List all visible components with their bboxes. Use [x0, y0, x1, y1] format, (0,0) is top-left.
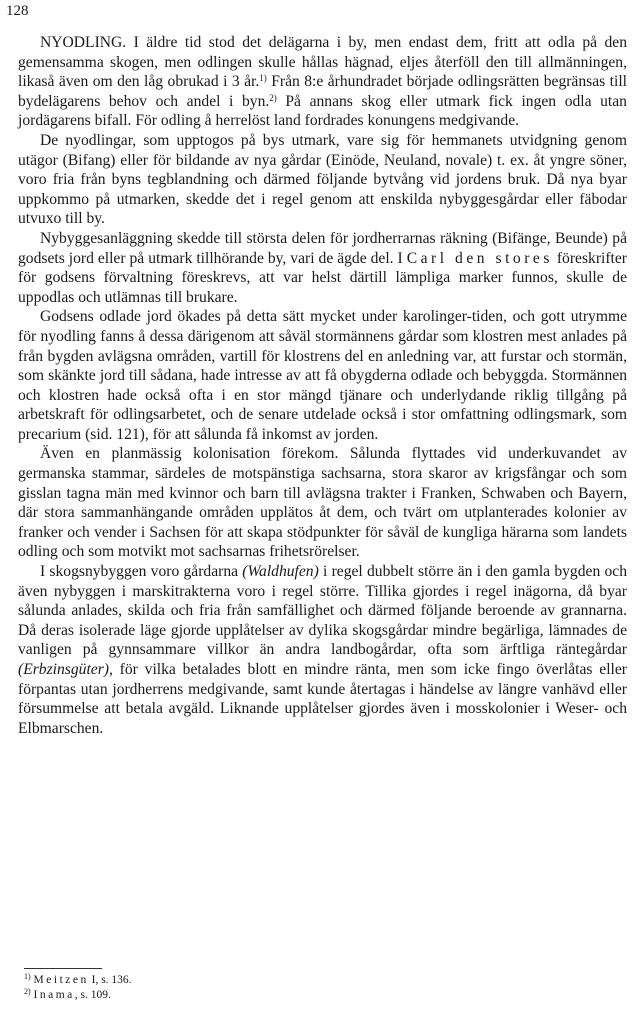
paragraph	[18, 562, 627, 738]
body-text	[18, 33, 627, 738]
text-run: föreskrifter för godsens förvaltning föreskrevs, att var helst därtill lämpliga marker funnos, skulle de uppodlas och utlämnas till brukare.	[18, 249, 627, 306]
text-run: Nybyggesanläggning skedde till största delen för jordherrarnas räkning (Bifänge, Beunde) på godsets jord eller på utmark tillhörande by, vari de ägde del. I	[18, 229, 627, 267]
paragraph	[18, 229, 627, 307]
footnote	[24, 988, 132, 1003]
footnote-divider	[24, 968, 102, 969]
text-run: Carl den stores	[406, 249, 553, 267]
text-run: I skogsnybyggen voro gårdarna	[40, 563, 243, 581]
footnote-reference: 1)	[259, 73, 267, 84]
text-run: De nyodlingar, som upptogos på bys utmark, vare sig för hemmanets utvidgning genom utägor (Bifang) eller för bildande av nya gårdar (Einöde, Neuland, novale) t. ex. åt yngre söner, voro fria från byns tegblandning och därmed följande bytvång vid jordens bruk. Då nya byar uppkommo på utmarken, skedde det i regel genom att enskilda nybyggesgårdar eller fäbodar utvuxo till by.	[18, 131, 627, 228]
text-run: Från 8:e århundradet började odlingsrätten begränsas till bydelägarens behov och andel i byn.	[18, 73, 627, 110]
paragraph	[18, 307, 627, 444]
footnote-citation: I, s. 136.	[88, 974, 132, 986]
paragraph	[18, 33, 627, 131]
page-number: 128	[6, 3, 29, 19]
footnote-author: Inama	[33, 989, 75, 1001]
paragraph	[18, 444, 627, 562]
footnote-mark: 1)	[24, 972, 31, 981]
footnote	[24, 973, 132, 988]
footnote-reference: 2)	[269, 92, 277, 103]
text-run: (Erbzinsgüter),	[18, 661, 113, 678]
text-run: Även en planmässig kolonisation förekom. Sålunda flyttades vid underkuvandet av germanska stammar, särdeles de motspänstiga sachsarna, stora skaror av krigsfångar och som gisslan tagna män med kvinnor och barn till avlägsna trakter i Franken, Schwaben och Bayern, där stora sammanhängande områden upplätos åt dem, och tvärt om utplanterades kolonier av franker och vender i Sachsen för att skapa stödpunkter för såväl de kungliga härarna som landets odling och som motvikt mot sachsarnas frihetsrörelser.	[18, 445, 627, 561]
text-run: (Waldhufen)	[242, 563, 319, 581]
paragraph	[18, 131, 627, 229]
footnote-citation: , s. 109.	[74, 989, 111, 1001]
text-run: för vilka betalades blott en mindre ränta, men som icke fingo överlåtas eller förpantas utan jordherrens medgivande, samt kunde återtagas i händelse av längre vanhävd eller försummelse att betala avgäld. Liknande upplåtelser gjordes även i mosskolonier i Weser- och Elbmarschen.	[18, 661, 627, 737]
footnote-author: Meitzen	[33, 974, 89, 986]
text-run: i regel dubbelt större än i den gamla bygden och även nybyggen i marskitrakterna voro i regel större. Tillika gjordes i regel inägorna, då byar sålunda anlades, skilda och fria från samfällighet och därmed följande beroende av grannarna. Då deras isolerade läge gjorde upplåtelser av dylika skogsgårdar mindre begärliga, lämnades de vanligen på gynnsammare villkor än andra landbogårdar, ofta som ärftliga räntegårdar	[18, 563, 627, 659]
text-run: NYODLING. I äldre tid stod det delägarna i by, men endast dem, fritt att odla på den gemensamma skogen, men odlingen skulle hållas hägnad, eljes återföll den till allmänningen, likaså även om den låg obrukad i 3 år.	[18, 34, 627, 91]
text-run: Godsens odlade jord ökades på detta sätt mycket under karolinger-tiden, och gott utrymme för nyodling fanns å dessa därigenom att såväl stormännens gårdar som klostren mest anlades på från bygden avlägsna områden, vartill för klostrens del en anledning var, att furstar och stormän, som skänkte jord till sådana, hade intresse av att få obygderna odlade och bebyggda. Stormännen och klostren hade också ofta i en stor mängd tjänare och underlydande riklig tillgång på arbetskraft för odlingsarbetet, och de senare utdelade också i stor omfattning odlingsmark, som precarium (sid. 121), för att sålunda få inkomst av jorden.	[18, 308, 627, 443]
text-run: På annans skog eller utmark fick ingen odla utan jordägarens bifall. För odling å herrelöst land fordrades konungens medgivande.	[18, 92, 627, 130]
footnote-mark: 2)	[24, 987, 31, 996]
footnotes	[24, 973, 132, 1003]
